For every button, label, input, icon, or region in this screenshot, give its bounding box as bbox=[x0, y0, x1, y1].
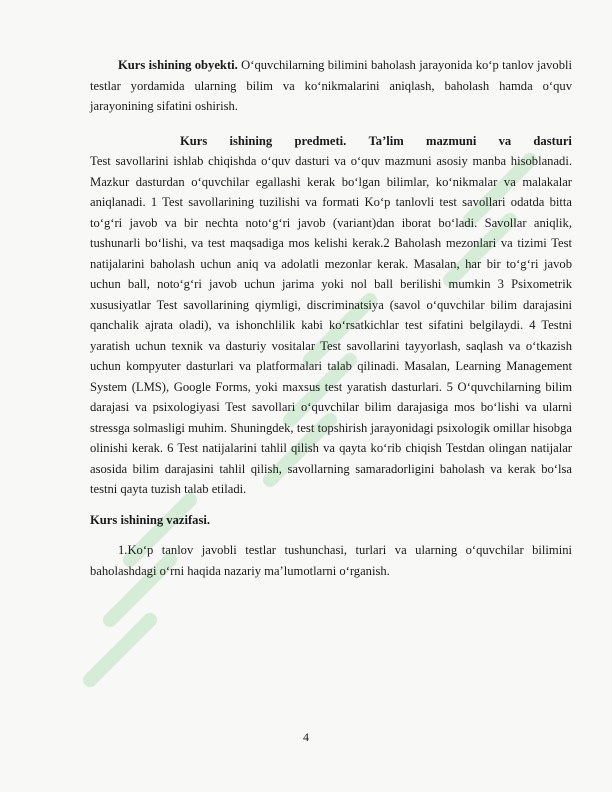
page-number: 4 bbox=[303, 730, 309, 744]
object-text: O‘quvchilarning bilimini baholash jarayonida ko‘p tanlov javobli testlar yordamida ularning bilim va ko‘nikmalarini aniqlash, baholash hamda o‘quv jarayonining sifatini oshirish. bbox=[90, 58, 573, 113]
subject-word: dasturi bbox=[533, 133, 572, 148]
object-heading: Kurs ishining obyekti. bbox=[118, 58, 238, 72]
subject-heading bbox=[90, 131, 572, 152]
tasks-heading: Kurs ishining vazifasi. bbox=[90, 512, 211, 527]
subject-word: ishining bbox=[229, 133, 273, 148]
subject-word: predmeti. bbox=[294, 133, 347, 148]
subject-word: Kurs bbox=[180, 133, 208, 148]
subject-paragraph: Test savollarini ishlab chiqishda o‘quv dasturi va o‘quv mazmuni asosiy manba hisoblanadi. Mazkur dasturdan o‘quvchilar egallashi kerak bo‘lgan bilimlar, ko‘nikmalar va malakalar aniqlanadi. 1 Test savollarining tuzilishi va formati Ko‘p tanlovli test savollari odatda bitta to‘g‘ri javob va bir nechta noto‘g‘ri javob (variant)dan iborat bo‘ladi. Savollar aniqlik, tushunarli bo‘lishi, va test maqsadiga mos kelishi kerak.2 Baholash mezonlari va tizimi Test natijalarini baholash uchun aniq va adolatli mezonlar kerak. Masalan, har bir to‘g‘ri javob uchun ball, noto‘g‘ri javob uchun jarima yoki nol ball berilishi mumkin 3 Psixometrik xususiyatlar Test savollarining qiymligi, discriminatsiya (savol o‘quvchilar bilim darajasini qanchalik ajrata oladi), va ishonchlilik kabi ko‘rsatkichlar test sifatini belgilaydi. 4 Testni yaratish uchun texnik va dasturiy vositalar Test savollarini tayyorlash, saqlash va o‘tkazish uchun kompyuter dasturlari va platformalari talab qilinadi. Masalan, Learning Management System (LMS), Google Forms, yoki maxsus test yaratish dasturlari. 5 O‘quvchilarning bilim darajasi va psixologiyasi Test savollari o‘quvchilar bilim darajasiga mos bo‘lishi va ularni stressga solmasligi muhim. Shuningdek, test topshirish jarayonidagi psixologik omillar hisobga olinishi kerak. 6 Test natijalarini tahlil qilish va qayta ko‘rib chiqish Testdan olingan natijalar asosida bilim darajasini tahlil qilish, savollarning samaradorligini baholash va kerak bo‘lsa testni qayta tuzish talab etiladi. bbox=[90, 154, 572, 496]
subject-word: Ta’lim bbox=[368, 133, 404, 148]
object-paragraph bbox=[90, 55, 572, 117]
tasks-item-1: 1.Ko‘p tanlov javobli testlar tushunchasi, turlari va ularning o‘quvchilar bilimini baholashdagi o‘rni haqida nazariy ma’lumotlarni o‘rganish. bbox=[90, 543, 572, 578]
subject-word: va bbox=[498, 133, 512, 148]
subject-word: mazmuni bbox=[426, 133, 477, 148]
document-body bbox=[90, 55, 572, 581]
